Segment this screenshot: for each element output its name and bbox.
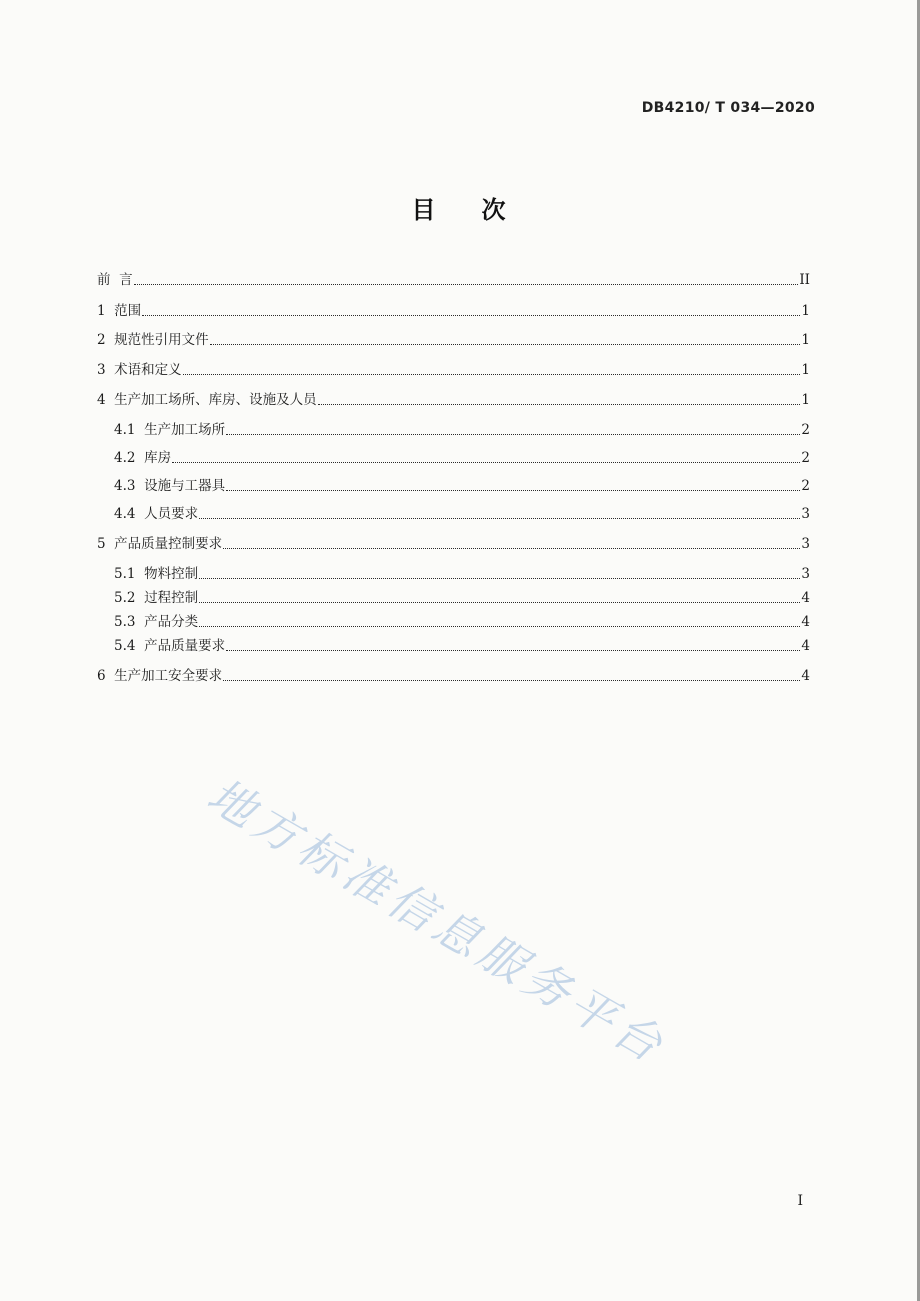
toc-dot-leader [226,434,800,435]
toc-entry-title: 规范性引用文件 [105,332,209,348]
toc-dot-leader [226,490,800,491]
toc-dot-leader [223,548,800,549]
toc-entry-number: 1 [97,303,106,319]
toc-entry-title: 过程控制 [135,590,199,606]
toc-entry-title: 术语和定义 [105,362,182,378]
toc-entry-page: 2 [801,422,810,438]
toc-entry-page: 1 [801,332,810,348]
toc-entry[interactable] [114,474,810,496]
toc-entry-page: 1 [801,392,810,408]
toc-entry-page: II [799,272,810,288]
toc-entry-number: 6 [97,668,106,684]
toc-entry-title: 物料控制 [135,566,199,582]
toc-entry-number: 5.3 [114,614,136,630]
toc-entry-page: 4 [801,614,810,630]
toc-entry-number: 4.2 [114,450,136,466]
toc-entry-page: 2 [801,450,810,466]
toc-dot-leader [199,518,800,519]
toc-entry[interactable] [114,502,810,524]
toc-dot-leader [172,462,800,463]
toc-entry-number: 4.3 [114,478,136,494]
toc-entry[interactable] [114,610,810,632]
toc-dot-leader [199,602,800,603]
toc-entry-title: 生产加工场所 [135,422,226,438]
toc-entry-title: 生产加工场所、库房、设施及人员 [105,392,317,408]
toc-entry[interactable] [114,418,810,440]
toc-entry-number: 5.4 [114,638,136,654]
toc-entry-page: 1 [801,303,810,319]
toc-entry-page: 4 [801,638,810,654]
toc-entry[interactable] [114,446,810,468]
toc-entry[interactable] [114,586,810,608]
toc-entry-title: 范围 [105,303,142,319]
toc-entry-title: 产品质量控制要求 [105,536,223,552]
toc-entry[interactable] [114,562,810,584]
toc-entry-number: 4 [97,392,106,408]
toc-entry-title: 人员要求 [135,506,199,522]
page-title: 目次 [411,196,552,224]
toc-entry-page: 2 [801,478,810,494]
toc-entry-page: 4 [801,590,810,606]
toc-entry-number: 5.2 [114,590,136,606]
toc-dot-leader [210,344,801,345]
watermark: 地方标准信息服务平台 [198,767,676,1075]
toc-entry-number: 5 [97,536,106,552]
toc-entry-title: 言 [110,272,133,288]
toc-entry-number: 4.1 [114,422,136,438]
toc-dot-leader [199,626,800,627]
toc-entry[interactable] [97,664,810,686]
toc-entry-title: 产品分类 [135,614,199,630]
toc-entry-title: 产品质量要求 [135,638,226,654]
toc-entry-number: 4.4 [114,506,136,522]
toc-dot-leader [134,284,799,285]
toc-dot-leader [226,650,800,651]
toc-dot-leader [199,578,800,579]
toc-entry-title: 库房 [135,450,172,466]
toc-entry-page: 3 [801,566,810,582]
toc-entry[interactable] [97,268,810,290]
toc-dot-leader [142,315,800,316]
toc-entry[interactable] [97,299,810,321]
toc-entry-page: 4 [801,668,810,684]
toc-entry[interactable] [114,634,810,656]
toc-entry[interactable] [97,328,810,350]
toc-dot-leader [318,404,801,405]
toc-dot-leader [183,374,801,375]
toc-entry[interactable] [97,388,810,410]
document-code: DB4210/ T 034—2020 [641,100,815,116]
toc-entry-title: 生产加工安全要求 [105,668,223,684]
toc-entry[interactable] [97,358,810,380]
page-number: I [797,1193,803,1209]
toc-entry[interactable] [97,532,810,554]
toc-entry-number: 2 [97,332,106,348]
toc-entry-number: 3 [97,362,106,378]
toc-entry-page: 3 [801,536,810,552]
toc-dot-leader [223,680,800,681]
toc-entry-page: 3 [801,506,810,522]
toc-entry-title: 设施与工器具 [135,478,226,494]
toc-entry-number: 前 [97,272,111,288]
toc-entry-number: 5.1 [114,566,136,582]
toc-entry-page: 1 [801,362,810,378]
